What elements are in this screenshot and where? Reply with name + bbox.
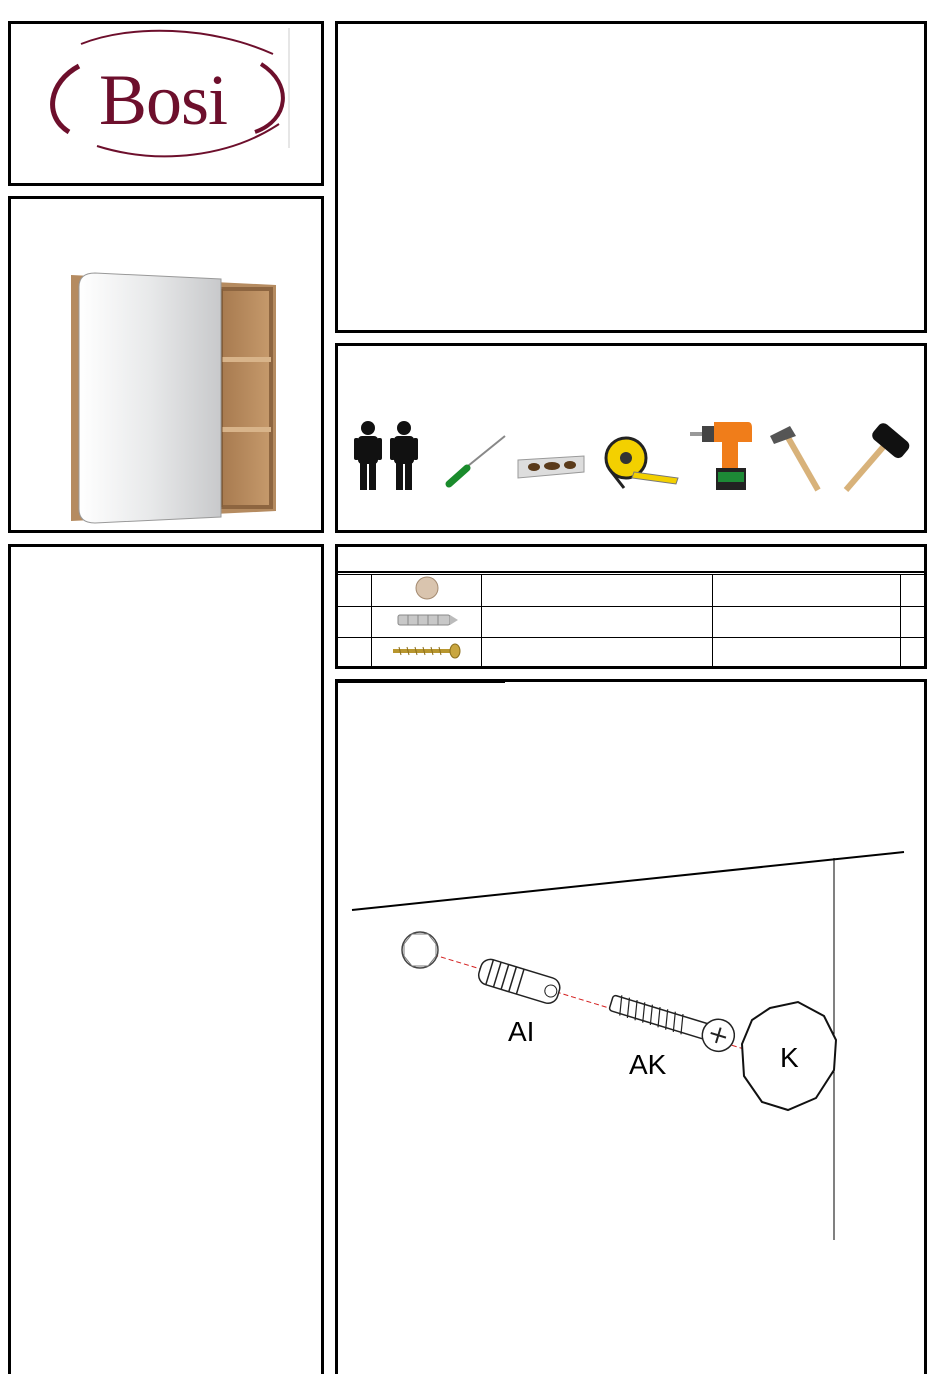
- wall-plug-icon: [392, 609, 462, 631]
- table-row: [338, 607, 924, 638]
- product-image-panel: [8, 196, 324, 533]
- wall-plug-icon: [476, 957, 562, 1006]
- hammer-icon: [764, 422, 824, 494]
- parts-table: [338, 574, 924, 669]
- instructions-text-panel: [8, 544, 324, 1374]
- screw-icon: [389, 640, 465, 662]
- screwdriver-icon: [443, 430, 509, 490]
- table-row: [338, 638, 924, 669]
- brand-logo-panel: [8, 21, 324, 186]
- wall-mounting-diagram: [338, 682, 924, 1374]
- assembly-diagram-panel: [335, 679, 927, 1374]
- plug-label: AI: [508, 1016, 535, 1047]
- cordless-drill-icon: [688, 416, 754, 494]
- brand-logo-text: Bosi: [99, 60, 228, 140]
- two-persons-icon: [350, 420, 422, 492]
- tape-measure-icon: [604, 434, 680, 490]
- mirror-cabinet-image: [11, 199, 321, 530]
- cover-cap-icon: [402, 932, 438, 968]
- mallet-icon: [836, 420, 916, 494]
- tools-panel: [335, 343, 927, 533]
- blank-info-panel: [335, 21, 927, 333]
- panel-label: K: [780, 1042, 799, 1073]
- spirit-level-icon: [514, 452, 588, 482]
- table-row: [338, 575, 924, 607]
- screw-icon: [607, 987, 739, 1055]
- parts-list-panel: [335, 544, 927, 669]
- screw-label: AK: [629, 1049, 667, 1080]
- cover-cap-icon: [407, 575, 447, 601]
